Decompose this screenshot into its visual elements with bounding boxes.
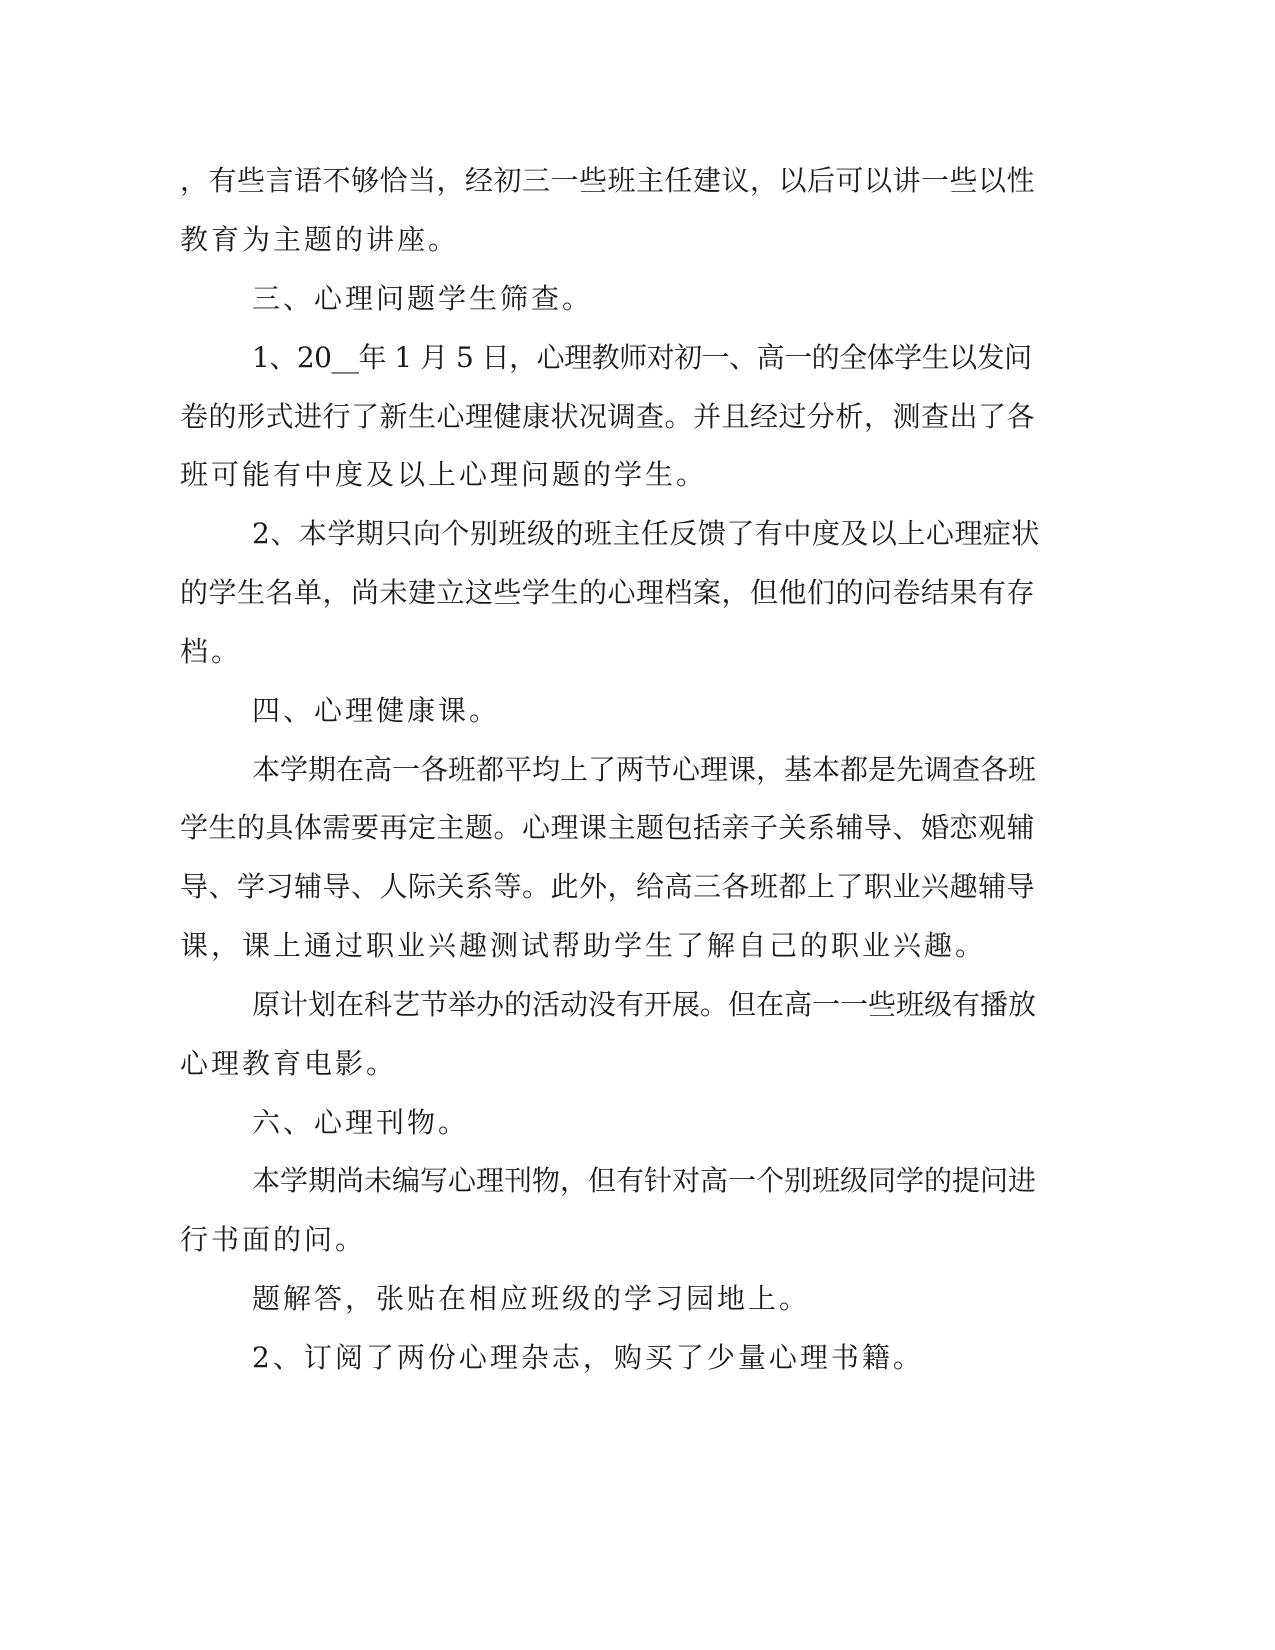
section-heading: 三、心理问题学生筛查。 bbox=[252, 282, 594, 315]
text-line: 2、订阅了两份心理杂志，购买了少量心理书籍。 bbox=[252, 1341, 924, 1374]
text-line: 课，课上通过职业兴趣测试帮助学生了解自己的职业兴趣。 bbox=[180, 929, 987, 962]
text-line: 2、本学期只向个别班级的班主任反馈了有中度及以上心理症状 bbox=[252, 517, 1040, 550]
text-line: 导、学习辅导、人际关系等。此外，给高三各班都上了职业兴趣辅导 bbox=[180, 870, 1036, 903]
text-line: 1、20__年 1 月 5 日，心理教师对初一、高一的全体学生以发问 bbox=[252, 341, 1032, 374]
text-line: 心理教育电影。 bbox=[180, 1047, 398, 1080]
text-line: 行书面的问。 bbox=[180, 1223, 367, 1256]
text-line: 卷的形式进行了新生心理健康状况调查。并且经过分析，测查出了各 bbox=[180, 400, 1036, 433]
text-line: 题解答，张贴在相应班级的学习园地上。 bbox=[252, 1282, 811, 1315]
text-line: 本学期在高一各班都平均上了两节心理课，基本都是先调查各班 bbox=[252, 753, 1037, 786]
text-line: 班可能有中度及以上心理问题的学生。 bbox=[180, 458, 708, 491]
text-line: 教育为主题的讲座。 bbox=[180, 223, 460, 256]
text-line: ，有些言语不够恰当，经初三一些班主任建议，以后可以讲一些以性 bbox=[180, 164, 1036, 197]
text-line: 档。 bbox=[180, 635, 243, 668]
text-line: 原计划在科艺节举办的活动没有开展。但在高一一些班级有播放 bbox=[252, 988, 1037, 1021]
section-heading: 六、心理刊物。 bbox=[252, 1106, 470, 1139]
section-heading: 四、心理健康课。 bbox=[252, 694, 501, 727]
text-line: 本学期尚未编写心理刊物，但有针对高一个别班级同学的提问进 bbox=[252, 1164, 1037, 1197]
text-line: 的学生名单，尚未建立这些学生的心理档案，但他们的问卷结果有存 bbox=[180, 576, 1036, 609]
text-line: 学生的具体需要再定主题。心理课主题包括亲子关系辅导、婚恋观辅 bbox=[180, 811, 1036, 844]
